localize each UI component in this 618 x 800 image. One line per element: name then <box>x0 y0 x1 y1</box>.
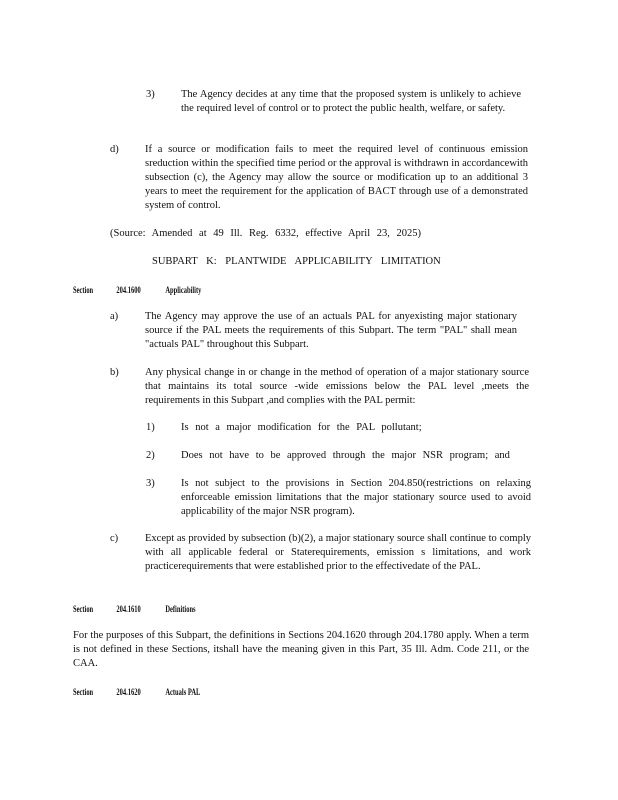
item-text: The Agency may approve the use of an actuals PAL for anyexisting major stationary source if the PAL meets the requirements of this Subpart. The term "PAL" shall mean "actuals PAL" throughout this Subpart. <box>145 311 517 350</box>
item-label: 3) <box>146 478 155 489</box>
section-word: Section <box>73 285 94 295</box>
item-label: a) <box>110 311 119 322</box>
section-title: Definitions <box>165 604 196 614</box>
item-text: If a source or modification fails to meet the required level of continuous emission sreduction within the specified time period or the approval is withdrawn in accordancewith subsection (c), the Agency may allow the source or modification up to an additional 3 years to meet the requirement for the application of BACT through use of a demonstrated system of control. <box>145 144 528 211</box>
item-text: Does not have to be approved through the major NSR program; and <box>181 450 510 461</box>
subpart-heading: SUBPART K: PLANTWIDE APPLICABILITY LIMITATION <box>152 256 441 267</box>
item-label: b) <box>110 367 119 378</box>
item-text: The Agency decides at any time that the proposed system is unlikely to achieve the required level of control or to protect the public health, welfare, or safety. <box>181 89 521 114</box>
item-label: d) <box>110 144 119 155</box>
section-word: Section <box>73 604 94 614</box>
section-heading <box>73 603 196 615</box>
section-number: 204.1620 <box>116 687 141 697</box>
source-note: (Source: Amended at 49 Ill. Reg. 6332, effective April 23, 2025) <box>110 228 421 239</box>
item-label: 1) <box>146 422 155 433</box>
section-word: Section <box>73 687 94 697</box>
item-text: Any physical change in or change in the method of operation of a major stationary source that maintains its total source -wide emissions below the PAL level ,meets the requirements in this Subpart ,and complies with the PAL permit: <box>145 367 529 406</box>
item-label: 2) <box>146 450 155 461</box>
item-text: Except as provided by subsection (b)(2), a major stationary source shall continue to comply with all applicable federal or Staterequirements, emission s limitations, and work practicerequirements that were established prior to the effectivedate of the PAL. <box>145 533 531 572</box>
item-text: Is not a major modification for the PAL pollutant; <box>181 422 422 433</box>
definitions-paragraph: For the purposes of this Subpart, the definitions in Sections 204.1620 through 204.1780 apply. When a term is not defined in these Sections, itshall have the meaning given in this Part, 35 Ill. Adm. Code 211, or the CAA. <box>73 630 529 669</box>
section-number: 204.1610 <box>116 604 141 614</box>
section-heading <box>73 686 200 698</box>
section-title: Applicability <box>165 285 202 295</box>
section-heading <box>73 284 201 296</box>
item-label: 3) <box>146 89 155 100</box>
item-label: c) <box>110 533 119 544</box>
section-number: 204.1600 <box>116 285 141 295</box>
section-title: Actuals PAL <box>165 687 201 697</box>
item-text: Is not subject to the provisions in Section 204.850(restrictions on relaxing enforceable emission limitations that the major stationary source used to avoid applicability of the major NSR program). <box>181 478 531 517</box>
